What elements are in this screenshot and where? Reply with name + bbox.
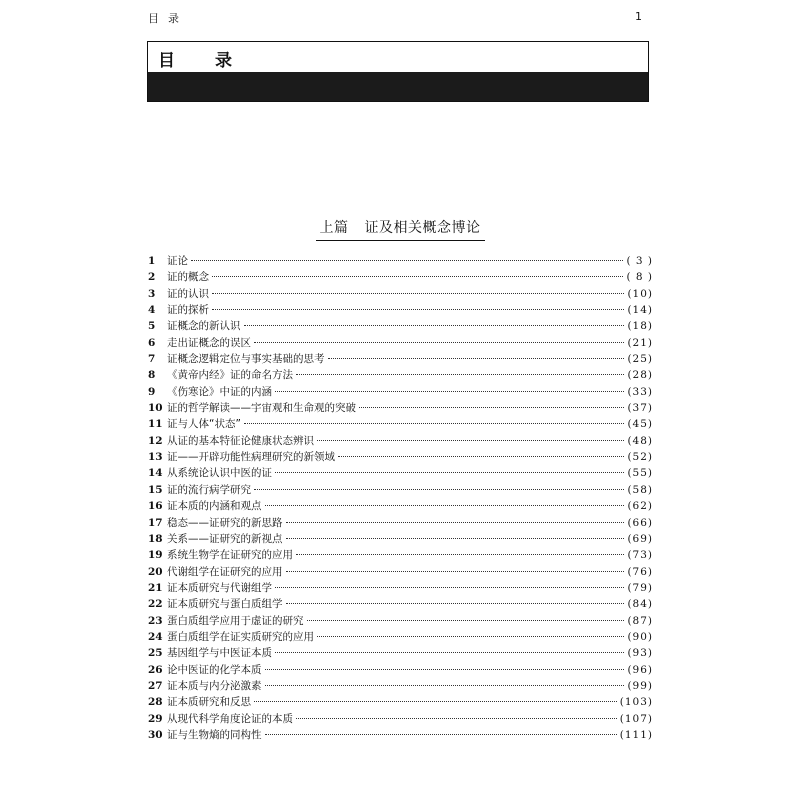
toc-entry[interactable] [148, 694, 653, 710]
toc-entry-title: 走出证概念的误区 [167, 336, 251, 349]
title-banner [147, 41, 649, 102]
toc-entry-title: 证本质与内分泌激素 [167, 679, 262, 692]
toc-entry-page: (84) [627, 598, 653, 611]
toc-entry-title: 证本质研究与蛋白质组学 [167, 598, 283, 611]
toc-entry[interactable] [148, 613, 653, 629]
toc-entry-title: 证与生物熵的同构性 [167, 728, 262, 741]
toc-entry-number: 15 [148, 483, 163, 496]
toc-entry-number: 23 [148, 614, 163, 627]
toc-entry-title: 证概念逻辑定位与事实基础的思考 [167, 353, 325, 366]
toc-entry-page: (76) [627, 565, 653, 578]
toc-entry-number: 12 [148, 434, 163, 447]
toc-entry[interactable] [148, 629, 653, 645]
toc-dot-leader [275, 391, 624, 392]
toc-entry-number: 7 [148, 353, 156, 366]
toc-entry-page: (62) [627, 500, 653, 513]
toc-dot-leader [338, 456, 624, 457]
toc-entry-page: (103) [619, 696, 653, 709]
toc-entry-page: (48) [627, 434, 653, 447]
toc-dot-leader [244, 325, 625, 326]
toc-dot-leader [254, 342, 624, 343]
toc-entry-page: (58) [627, 483, 653, 496]
toc-entry-number: 19 [148, 549, 163, 562]
toc-entry-title: 论中医证的化学本质 [167, 663, 262, 676]
toc-dot-leader [265, 685, 625, 686]
toc-entry-number: 6 [148, 336, 156, 349]
toc-entry-page: (66) [627, 516, 653, 529]
toc-dot-leader [286, 571, 625, 572]
toc-entry[interactable] [148, 498, 653, 514]
toc-dot-leader [275, 472, 624, 473]
toc-dot-leader [296, 718, 617, 719]
toc-entry-page: (111) [619, 728, 653, 741]
toc-entry-page: (52) [627, 451, 653, 464]
toc-entry-number: 21 [148, 581, 163, 594]
toc-entry[interactable] [148, 449, 653, 465]
toc-entry-number: 30 [148, 728, 163, 741]
toc-entry-page: (37) [627, 402, 653, 415]
toc-entry[interactable] [148, 645, 653, 661]
toc-entry-number: 13 [148, 451, 163, 464]
toc-entry-page: (55) [627, 467, 653, 480]
toc-entry-number: 11 [148, 418, 163, 431]
toc-dot-leader [265, 505, 625, 506]
running-head-title: 目录 [148, 12, 188, 25]
toc-entry[interactable] [148, 433, 653, 449]
toc-entry-number: 29 [148, 712, 163, 725]
toc-entry-title: 从证的基本特征论健康状态辨识 [167, 434, 314, 447]
toc-entry-number: 8 [148, 369, 156, 382]
toc-entry-title: 系统生物学在证研究的应用 [167, 549, 293, 562]
toc-entry[interactable] [148, 269, 653, 285]
toc-entry-title: 证本质研究和反思 [167, 696, 251, 709]
toc-entry-title: 稳态——证研究的新思路 [167, 516, 283, 529]
toc-entry-number: 5 [148, 320, 156, 333]
toc-entry-page: (93) [627, 647, 653, 660]
toc-entry[interactable] [148, 662, 653, 678]
toc-entry[interactable] [148, 515, 653, 531]
toc-entry[interactable] [148, 596, 653, 612]
toc-dot-leader [212, 309, 624, 310]
toc-entry-title: 证论 [167, 255, 188, 267]
toc-dot-leader [317, 440, 624, 441]
toc-entry-title: 蛋白质组学在证实质研究的应用 [167, 630, 314, 643]
toc-entry-title: 证的哲学解读——宇宙观和生命观的突破 [167, 402, 356, 415]
toc-entry[interactable] [148, 678, 653, 694]
toc-entry-title: 证的流行病学研究 [167, 483, 251, 496]
toc-entry-title: 基因组学与中医证本质 [167, 647, 272, 660]
toc-entry[interactable] [148, 482, 653, 498]
toc-entry-page: ( 8 ) [626, 271, 653, 284]
toc-entry-number: 1 [148, 255, 156, 267]
section-title: 证及相关概念博论 [364, 220, 481, 236]
toc-entry[interactable] [148, 384, 653, 400]
toc-entry-page: (28) [627, 369, 653, 382]
toc-entry[interactable] [148, 367, 653, 383]
toc-entry-number: 14 [148, 467, 163, 480]
toc-entry-title: 《黄帝内经》证的命名方法 [167, 369, 293, 382]
toc-entry-number: 3 [148, 287, 156, 300]
toc-entry[interactable] [148, 351, 653, 367]
toc-dot-leader [286, 603, 625, 604]
toc-entry[interactable] [148, 318, 653, 334]
toc-entry-page: (87) [627, 614, 653, 627]
toc-entry-title: 证本质研究与代谢组学 [167, 581, 272, 594]
toc-entry-title: 从系统论认识中医的证 [167, 467, 272, 480]
toc-dot-leader [275, 652, 624, 653]
toc-entry-title: 从现代科学角度论证的本质 [167, 712, 293, 725]
toc-dot-leader [296, 374, 624, 375]
toc-entry-page: (99) [627, 679, 653, 692]
toc-entry-title: 证的认识 [167, 287, 209, 300]
toc-entry-page: ( 3 ) [626, 255, 653, 267]
toc-entry-page: (96) [627, 663, 653, 676]
toc-entry[interactable] [148, 400, 653, 416]
toc-entry-title: 证与人体“状态” [167, 418, 241, 431]
toc-entry-number: 16 [148, 500, 163, 513]
toc-entry[interactable] [148, 580, 653, 596]
toc-dot-leader [317, 636, 624, 637]
toc-entry[interactable] [148, 253, 653, 269]
toc-entry-page: (33) [627, 385, 653, 398]
toc-entry-number: 22 [148, 598, 163, 611]
toc-entry-title: 证概念的新认识 [167, 320, 241, 333]
toc-dot-leader [275, 587, 624, 588]
section-heading [0, 217, 800, 241]
toc-entry-number: 2 [148, 271, 156, 284]
toc-entry-number: 18 [148, 532, 163, 545]
toc-entry[interactable] [148, 531, 653, 547]
toc-entry[interactable] [148, 465, 653, 481]
toc-entry[interactable] [148, 335, 653, 351]
toc-entry-title: 证的探析 [167, 304, 209, 317]
toc-entry-title: 证的概念 [167, 271, 209, 284]
toc-entry[interactable] [148, 564, 653, 580]
page-title: 目录 [158, 51, 272, 71]
toc-entry-number: 27 [148, 679, 163, 692]
toc-entry-title: 代谢组学在证研究的应用 [167, 565, 283, 578]
toc-dot-leader [307, 620, 625, 621]
toc-entry-title: 《伤寒论》中证的内涵 [167, 385, 272, 398]
toc-dot-leader [244, 423, 625, 424]
toc-dot-leader [296, 554, 624, 555]
toc-entry-number: 4 [148, 304, 156, 317]
toc-dot-leader [286, 538, 625, 539]
toc-dot-leader [286, 522, 625, 523]
toc-entry-title: 关系——证研究的新视点 [167, 532, 283, 545]
toc-entry-number: 24 [148, 630, 163, 643]
toc-entry-page: (10) [627, 287, 653, 300]
toc-entry-page: (79) [627, 581, 653, 594]
toc-dot-leader [328, 358, 625, 359]
toc-entry-page: (45) [627, 418, 653, 431]
toc-dot-leader [212, 293, 624, 294]
toc-dot-leader [212, 276, 623, 277]
toc-entry-page: (25) [627, 353, 653, 366]
toc-entry-number: 17 [148, 516, 163, 529]
toc-dot-leader [254, 489, 624, 490]
toc-entry[interactable] [148, 547, 653, 563]
toc-entry[interactable] [148, 302, 653, 318]
running-head [148, 8, 650, 30]
toc-entry-page: (18) [627, 320, 653, 333]
toc-entry[interactable] [148, 727, 653, 743]
toc-entry-number: 9 [148, 385, 156, 398]
title-black-bar [148, 72, 648, 101]
toc-entry-page: (73) [627, 549, 653, 562]
toc-entry-number: 25 [148, 647, 163, 660]
toc-entry-number: 26 [148, 663, 163, 676]
page-number: 1 [635, 10, 642, 23]
toc-dot-leader [254, 701, 617, 702]
table-of-contents [148, 253, 653, 743]
toc-entry-number: 28 [148, 696, 163, 709]
toc-dot-leader [191, 260, 623, 261]
toc-entry[interactable] [148, 711, 653, 727]
section-heading-underlined [316, 217, 485, 241]
toc-entry-page: (69) [627, 532, 653, 545]
toc-entry-title: 证本质的内涵和观点 [167, 500, 262, 513]
toc-dot-leader [265, 734, 617, 735]
toc-entry[interactable] [148, 286, 653, 302]
toc-entry-number: 20 [148, 565, 163, 578]
section-part-label: 上篇 [319, 220, 349, 236]
toc-entry-number: 10 [148, 402, 163, 415]
toc-entry-page: (21) [627, 336, 653, 349]
toc-entry-page: (90) [627, 630, 653, 643]
toc-entry[interactable] [148, 416, 653, 432]
toc-entry-title: 证——开辟功能性病理研究的新领域 [167, 451, 335, 464]
toc-entry-title: 蛋白质组学应用于虚证的研究 [167, 614, 304, 627]
toc-dot-leader [359, 407, 624, 408]
toc-entry-page: (107) [619, 712, 653, 725]
toc-dot-leader [265, 669, 625, 670]
toc-entry-page: (14) [627, 304, 653, 317]
